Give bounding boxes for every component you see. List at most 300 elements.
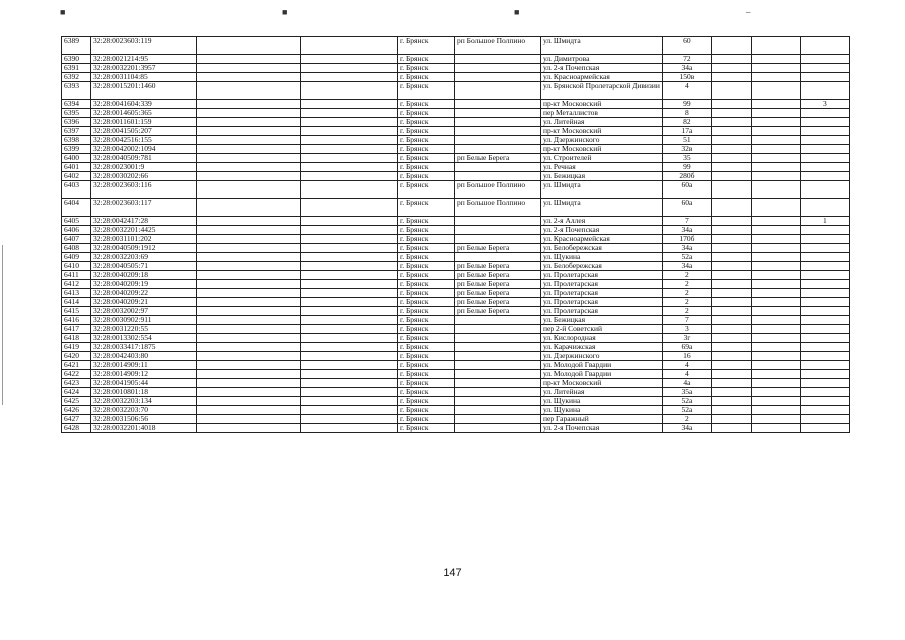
- cell-district: [455, 397, 541, 406]
- cell-empty: [301, 253, 398, 262]
- cell-house: 34а: [662, 64, 711, 73]
- table-row: [62, 154, 850, 163]
- table-row: [62, 280, 850, 289]
- cell-empty: [197, 109, 301, 118]
- cell-empty: [301, 406, 398, 415]
- cell-empty: [711, 226, 751, 235]
- cell-district: [455, 424, 541, 433]
- cell-house: 34а: [662, 226, 711, 235]
- cell-number: 6394: [62, 100, 91, 109]
- cell-number: 6419: [62, 343, 91, 352]
- cell-empty: [751, 361, 800, 370]
- cell-empty: [197, 352, 301, 361]
- cell-empty: [711, 370, 751, 379]
- cell-empty: [301, 325, 398, 334]
- cell-street: ул. Дзержинского: [541, 136, 663, 145]
- cell-empty: [711, 352, 751, 361]
- cell-empty: [711, 271, 751, 280]
- cell-empty: [301, 361, 398, 370]
- cell-empty: [711, 100, 751, 109]
- cell-extra: [800, 325, 849, 334]
- table-row: [62, 181, 850, 199]
- cell-house: 3г: [662, 334, 711, 343]
- cell-cadastral-number: 32:28:0041604:339: [91, 100, 197, 109]
- cell-extra: [800, 163, 849, 172]
- cell-empty: [301, 181, 398, 199]
- cell-district: рп Белые Берега: [455, 298, 541, 307]
- cell-street: ул. Белобережская: [541, 262, 663, 271]
- cell-street: ул. 2-я Почепская: [541, 226, 663, 235]
- cell-empty: [301, 244, 398, 253]
- cell-district: рп Белые Берега: [455, 289, 541, 298]
- cell-cadastral-number: 32:28:0040209:19: [91, 280, 197, 289]
- cell-city: г. Брянск: [398, 397, 455, 406]
- cell-street: пр-кт Московский: [541, 127, 663, 136]
- cell-district: [455, 325, 541, 334]
- cell-street: пер Гаражный: [541, 415, 663, 424]
- cell-cadastral-number: 32:28:0032002:97: [91, 307, 197, 316]
- cell-extra: [800, 397, 849, 406]
- table-row: [62, 253, 850, 262]
- table-row: [62, 406, 850, 415]
- cell-house: 2: [662, 298, 711, 307]
- cell-extra: [800, 352, 849, 361]
- cell-district: [455, 163, 541, 172]
- cell-house: 8: [662, 109, 711, 118]
- cell-house: 2: [662, 307, 711, 316]
- cell-cadastral-number: 32:28:0040209:22: [91, 289, 197, 298]
- cell-empty: [301, 172, 398, 181]
- cell-empty: [197, 145, 301, 154]
- cell-house: 280б: [662, 172, 711, 181]
- table-row: [62, 136, 850, 145]
- cell-house: 34а: [662, 262, 711, 271]
- table-row: [62, 37, 850, 55]
- cell-empty: [301, 388, 398, 397]
- cell-house: 2: [662, 271, 711, 280]
- cell-extra: [800, 343, 849, 352]
- cell-empty: [711, 127, 751, 136]
- cell-empty: [751, 64, 800, 73]
- cell-city: г. Брянск: [398, 262, 455, 271]
- cell-empty: [711, 415, 751, 424]
- cell-number: 6417: [62, 325, 91, 334]
- table-row: [62, 397, 850, 406]
- cell-empty: [197, 379, 301, 388]
- cell-empty: [711, 343, 751, 352]
- cell-empty: [197, 253, 301, 262]
- cell-cadastral-number: 32:28:0042002:1094: [91, 145, 197, 154]
- cell-cadastral-number: 32:28:0042516:155: [91, 136, 197, 145]
- cell-house: 99: [662, 100, 711, 109]
- cell-street: ул. Красноармейская: [541, 235, 663, 244]
- cell-empty: [751, 127, 800, 136]
- cell-empty: [301, 334, 398, 343]
- cell-empty: [751, 397, 800, 406]
- cell-empty: [301, 226, 398, 235]
- cell-empty: [301, 154, 398, 163]
- cell-city: г. Брянск: [398, 199, 455, 217]
- cell-cadastral-number: 32:28:0023603:116: [91, 181, 197, 199]
- cell-district: [455, 136, 541, 145]
- cell-number: 6422: [62, 370, 91, 379]
- cell-district: рп Белые Берега: [455, 244, 541, 253]
- cell-empty: [301, 73, 398, 82]
- cell-house: 52а: [662, 397, 711, 406]
- cell-number: 6428: [62, 424, 91, 433]
- table-row: [62, 415, 850, 424]
- cell-house: 3: [662, 325, 711, 334]
- cell-empty: [197, 73, 301, 82]
- cell-empty: [711, 82, 751, 100]
- cell-extra: [800, 145, 849, 154]
- cell-empty: [301, 37, 398, 55]
- cell-empty: [301, 424, 398, 433]
- cell-empty: [711, 397, 751, 406]
- cell-extra: [800, 226, 849, 235]
- cell-street: ул. Молодой Гвардии: [541, 370, 663, 379]
- cell-city: г. Брянск: [398, 127, 455, 136]
- cell-street: ул. Шмидта: [541, 37, 663, 55]
- cell-street: пер 2-й Советский: [541, 325, 663, 334]
- cell-extra: [800, 280, 849, 289]
- cell-house: 82: [662, 118, 711, 127]
- cell-empty: [301, 307, 398, 316]
- cell-cadastral-number: 32:28:0011601:159: [91, 118, 197, 127]
- cell-empty: [711, 361, 751, 370]
- cell-extra: [800, 388, 849, 397]
- cell-empty: [711, 64, 751, 73]
- cell-empty: [711, 145, 751, 154]
- cell-empty: [751, 334, 800, 343]
- page-number: 147: [443, 567, 462, 579]
- cell-street: ул. Щукина: [541, 406, 663, 415]
- cell-city: г. Брянск: [398, 415, 455, 424]
- cell-street: ул. Пролетарская: [541, 289, 663, 298]
- cell-extra: 3: [800, 100, 849, 109]
- cell-empty: [751, 244, 800, 253]
- cell-house: 170б: [662, 235, 711, 244]
- cell-empty: [751, 289, 800, 298]
- cell-cadastral-number: 32:28:0040209:18: [91, 271, 197, 280]
- cell-number: 6418: [62, 334, 91, 343]
- cell-number: 6420: [62, 352, 91, 361]
- cell-cadastral-number: 32:28:0042403:80: [91, 352, 197, 361]
- cell-empty: [301, 82, 398, 100]
- cell-empty: [301, 379, 398, 388]
- cell-house: 32в: [662, 145, 711, 154]
- cell-empty: [197, 118, 301, 127]
- cell-empty: [197, 37, 301, 55]
- cell-empty: [751, 388, 800, 397]
- cell-empty: [751, 145, 800, 154]
- cell-house: 60а: [662, 181, 711, 199]
- table-row: [62, 325, 850, 334]
- cell-city: г. Брянск: [398, 361, 455, 370]
- cell-empty: [751, 379, 800, 388]
- cell-empty: [751, 235, 800, 244]
- cell-empty: [711, 163, 751, 172]
- cell-cadastral-number: 32:28:0014909:12: [91, 370, 197, 379]
- cell-extra: [800, 235, 849, 244]
- cell-street: пер Металлистов: [541, 109, 663, 118]
- cell-empty: [711, 289, 751, 298]
- cell-empty: [197, 280, 301, 289]
- cell-number: 6392: [62, 73, 91, 82]
- table-row: [62, 379, 850, 388]
- cell-city: г. Брянск: [398, 334, 455, 343]
- cell-street: ул. Щукина: [541, 397, 663, 406]
- cell-number: 6424: [62, 388, 91, 397]
- cell-district: [455, 343, 541, 352]
- cell-district: [455, 172, 541, 181]
- cell-district: [455, 109, 541, 118]
- cell-cadastral-number: 32:28:0040509:781: [91, 154, 197, 163]
- cell-empty: [751, 280, 800, 289]
- cell-number: 6389: [62, 37, 91, 55]
- table-row: [62, 289, 850, 298]
- cell-number: 6411: [62, 271, 91, 280]
- cell-empty: [711, 154, 751, 163]
- cell-extra: [800, 361, 849, 370]
- cell-cadastral-number: 32:28:0023001:9: [91, 163, 197, 172]
- cell-empty: [751, 55, 800, 64]
- cell-number: 6395: [62, 109, 91, 118]
- cell-empty: [751, 271, 800, 280]
- cell-cadastral-number: 32:28:0040209:21: [91, 298, 197, 307]
- cell-number: 6413: [62, 289, 91, 298]
- cell-empty: [711, 262, 751, 271]
- cell-empty: [301, 343, 398, 352]
- cell-district: [455, 64, 541, 73]
- cell-empty: [301, 55, 398, 64]
- cell-empty: [197, 343, 301, 352]
- cell-number: 6398: [62, 136, 91, 145]
- cell-house: 51: [662, 136, 711, 145]
- cell-house: 72: [662, 55, 711, 64]
- cell-number: 6412: [62, 280, 91, 289]
- scan-mark: ■: [282, 7, 288, 17]
- cell-empty: [197, 388, 301, 397]
- cell-extra: [800, 424, 849, 433]
- cell-empty: [197, 316, 301, 325]
- cell-house: 60а: [662, 199, 711, 217]
- cell-number: 6396: [62, 118, 91, 127]
- cell-street: ул. Красноармейская: [541, 73, 663, 82]
- cell-empty: [197, 82, 301, 100]
- cell-city: г. Брянск: [398, 352, 455, 361]
- cell-empty: [711, 253, 751, 262]
- table-row: [62, 226, 850, 235]
- cell-empty: [301, 271, 398, 280]
- cell-number: 6426: [62, 406, 91, 415]
- cell-empty: [711, 307, 751, 316]
- cell-cadastral-number: 32:28:0033417:1875: [91, 343, 197, 352]
- cell-cadastral-number: 32:28:0032201:4018: [91, 424, 197, 433]
- cell-number: 6423: [62, 379, 91, 388]
- table-row: [62, 73, 850, 82]
- cell-empty: [301, 352, 398, 361]
- cell-district: [455, 334, 541, 343]
- cell-house: 2: [662, 415, 711, 424]
- cell-empty: [197, 163, 301, 172]
- cell-empty: [197, 307, 301, 316]
- cell-empty: [711, 235, 751, 244]
- cell-number: 6402: [62, 172, 91, 181]
- cell-empty: [751, 82, 800, 100]
- cell-empty: [197, 298, 301, 307]
- cell-street: ул. Карачижская: [541, 343, 663, 352]
- cell-empty: [197, 172, 301, 181]
- cell-empty: [751, 181, 800, 199]
- cell-cadastral-number: 32:28:0040505:71: [91, 262, 197, 271]
- cell-empty: [711, 37, 751, 55]
- cell-empty: [711, 316, 751, 325]
- cell-empty: [301, 370, 398, 379]
- cell-number: 6405: [62, 217, 91, 226]
- cell-number: 6414: [62, 298, 91, 307]
- cell-district: [455, 253, 541, 262]
- scan-mark: ■: [60, 7, 66, 17]
- cell-empty: [751, 415, 800, 424]
- cell-extra: [800, 370, 849, 379]
- cell-extra: [800, 316, 849, 325]
- cell-extra: [800, 289, 849, 298]
- cell-extra: [800, 64, 849, 73]
- cell-empty: [751, 262, 800, 271]
- cell-empty: [711, 55, 751, 64]
- cell-extra: 1: [800, 217, 849, 226]
- cell-number: 6407: [62, 235, 91, 244]
- cell-district: [455, 388, 541, 397]
- cell-street: ул. Пролетарская: [541, 307, 663, 316]
- cell-street: ул. Димитрова: [541, 55, 663, 64]
- cell-street: ул. 2-я Почепская: [541, 64, 663, 73]
- table-row: [62, 316, 850, 325]
- table-row: [62, 127, 850, 136]
- table-row: [62, 424, 850, 433]
- cell-district: [455, 352, 541, 361]
- cell-number: 6408: [62, 244, 91, 253]
- cell-empty: [751, 424, 800, 433]
- cell-extra: [800, 406, 849, 415]
- cell-empty: [301, 127, 398, 136]
- cell-district: [455, 235, 541, 244]
- cell-cadastral-number: 32:28:0023603:117: [91, 199, 197, 217]
- cell-house: 60: [662, 37, 711, 55]
- cell-empty: [301, 199, 398, 217]
- cell-cadastral-number: 32:28:0040509:1912: [91, 244, 197, 253]
- cell-street: ул. Шмидта: [541, 199, 663, 217]
- cell-district: [455, 127, 541, 136]
- cell-city: г. Брянск: [398, 307, 455, 316]
- cell-house: 7: [662, 217, 711, 226]
- cell-empty: [301, 280, 398, 289]
- table-row: [62, 271, 850, 280]
- cell-cadastral-number: 32:28:0041505:207: [91, 127, 197, 136]
- cell-empty: [301, 397, 398, 406]
- cell-empty: [751, 163, 800, 172]
- cell-cadastral-number: 32:28:0030202:66: [91, 172, 197, 181]
- table-row: [62, 64, 850, 73]
- table-row: [62, 55, 850, 64]
- cell-extra: [800, 118, 849, 127]
- cell-cadastral-number: 32:28:0014909:11: [91, 361, 197, 370]
- cell-empty: [751, 199, 800, 217]
- cell-district: [455, 415, 541, 424]
- cell-house: 52а: [662, 406, 711, 415]
- cell-empty: [711, 136, 751, 145]
- cell-street: ул. 2-я Почепская: [541, 424, 663, 433]
- cell-city: г. Брянск: [398, 316, 455, 325]
- cell-cadastral-number: 32:28:0013302:554: [91, 334, 197, 343]
- cell-cadastral-number: 32:28:0041905:44: [91, 379, 197, 388]
- scan-edge-line: [2, 245, 3, 405]
- cell-empty: [301, 316, 398, 325]
- cell-cadastral-number: 32:28:0031101:202: [91, 235, 197, 244]
- cell-cadastral-number: 32:28:0031506:56: [91, 415, 197, 424]
- cell-empty: [751, 217, 800, 226]
- table-row: [62, 334, 850, 343]
- cell-cadastral-number: 32:28:0032201:3957: [91, 64, 197, 73]
- cell-extra: [800, 55, 849, 64]
- cell-empty: [711, 334, 751, 343]
- cell-street: ул. Строителей: [541, 154, 663, 163]
- cell-city: г. Брянск: [398, 289, 455, 298]
- cell-empty: [711, 217, 751, 226]
- cell-street: ул. Бежицкая: [541, 172, 663, 181]
- cell-empty: [711, 379, 751, 388]
- cell-city: г. Брянск: [398, 226, 455, 235]
- registry-table: [61, 36, 850, 433]
- table-row: [62, 388, 850, 397]
- cell-number: 6416: [62, 316, 91, 325]
- cell-city: г. Брянск: [398, 109, 455, 118]
- cell-empty: [751, 253, 800, 262]
- cell-district: [455, 370, 541, 379]
- cell-empty: [301, 217, 398, 226]
- table-row: [62, 370, 850, 379]
- cell-empty: [301, 163, 398, 172]
- cell-empty: [197, 325, 301, 334]
- cell-street: ул. Шмидта: [541, 181, 663, 199]
- cell-street: ул. Пролетарская: [541, 280, 663, 289]
- cell-number: 6427: [62, 415, 91, 424]
- cell-city: г. Брянск: [398, 235, 455, 244]
- cell-empty: [197, 199, 301, 217]
- cell-extra: [800, 82, 849, 100]
- table-row: [62, 82, 850, 100]
- cell-cadastral-number: 32:28:0032203:134: [91, 397, 197, 406]
- cell-empty: [751, 172, 800, 181]
- cell-street: ул. Пролетарская: [541, 298, 663, 307]
- cell-street: ул. Щукина: [541, 253, 663, 262]
- cell-empty: [301, 415, 398, 424]
- cell-house: 69а: [662, 343, 711, 352]
- cell-empty: [197, 64, 301, 73]
- cell-empty: [197, 217, 301, 226]
- cell-city: г. Брянск: [398, 154, 455, 163]
- cell-number: 6425: [62, 397, 91, 406]
- cell-district: рп Большое Полпино: [455, 199, 541, 217]
- table-row: [62, 100, 850, 109]
- cell-city: г. Брянск: [398, 163, 455, 172]
- cell-extra: [800, 127, 849, 136]
- cell-city: г. Брянск: [398, 55, 455, 64]
- cell-empty: [197, 127, 301, 136]
- cell-house: 34а: [662, 424, 711, 433]
- cell-city: г. Брянск: [398, 298, 455, 307]
